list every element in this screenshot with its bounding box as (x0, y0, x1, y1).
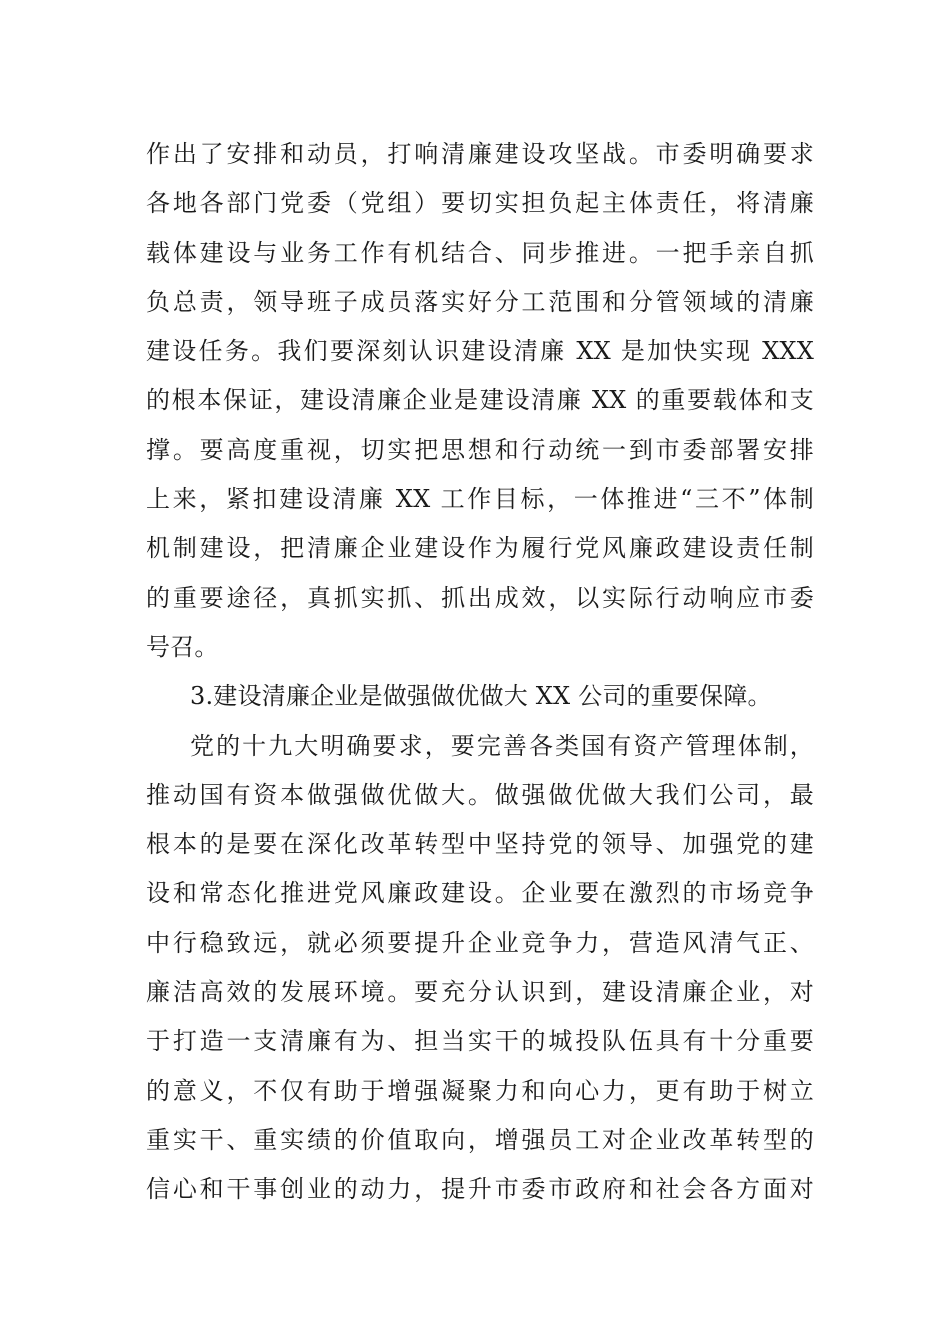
section-heading: 3.建设清廉企业是做强做优做大 XX 公司的重要保障。 (190, 682, 772, 711)
text-line: 于打造一支清廉有为、担当实干的城投队伍具有十分重要 (146, 1027, 814, 1056)
text-line: 重实干、重实绩的价值取向，增强员工对企业改革转型的 (146, 1125, 814, 1154)
text-line: 机制建设，把清廉企业建设作为履行党风廉政建设责任制 (146, 534, 814, 563)
text-line: 撑。要高度重视，切实把思想和行动统一到市委部署安排 (146, 435, 814, 464)
text-line: 载体建设与业务工作有机结合、同步推进。一把手亲自抓 (146, 238, 814, 267)
body-text (146, 130, 814, 1215)
text-line: 建设任务。我们要深刻认识建设清廉 XX 是加快实现 XXX (146, 337, 814, 366)
text-line: 党的十九大明确要求，要完善各类国有资产管理体制， (190, 731, 814, 760)
text-line: 上来，紧扣建设清廉 XX 工作目标，一体推进“三不”体制 (146, 485, 814, 514)
text-line: 信心和干事创业的动力，提升市委市政府和社会各方面对 (146, 1175, 814, 1204)
text-line: 作出了安排和动员，打响清廉建设攻坚战。市委明确要求 (146, 140, 814, 168)
text-line: 的重要途径，真抓实抓、抓出成效，以实际行动响应市委 (146, 583, 814, 612)
text-line: 设和常态化推进党风廉政建设。企业要在激烈的市场竞争 (146, 879, 814, 908)
text-line: 负总责，领导班子成员落实好分工范围和分管领域的清廉 (146, 287, 814, 316)
text-line: 的根本保证，建设清廉企业是建设清廉 XX 的重要载体和支 (146, 386, 814, 415)
text-line: 中行稳致远，就必须要提升企业竞争力，营造风清气正、 (146, 928, 814, 957)
text-line: 廉洁高效的发展环境。要充分认识到，建设清廉企业，对 (146, 978, 814, 1007)
text-line: 号召。 (146, 632, 219, 661)
text-line: 各地各部门党委（党组）要切实担负起主体责任，将清廉 (146, 189, 814, 218)
text-line: 根本的是要在深化改革转型中坚持党的领导、加强党的建 (146, 830, 814, 859)
text-line: 的意义，不仅有助于增强凝聚力和向心力，更有助于树立 (146, 1076, 814, 1105)
text-line: 推动国有资本做强做优做大。做强做优做大我们公司，最 (146, 780, 814, 809)
